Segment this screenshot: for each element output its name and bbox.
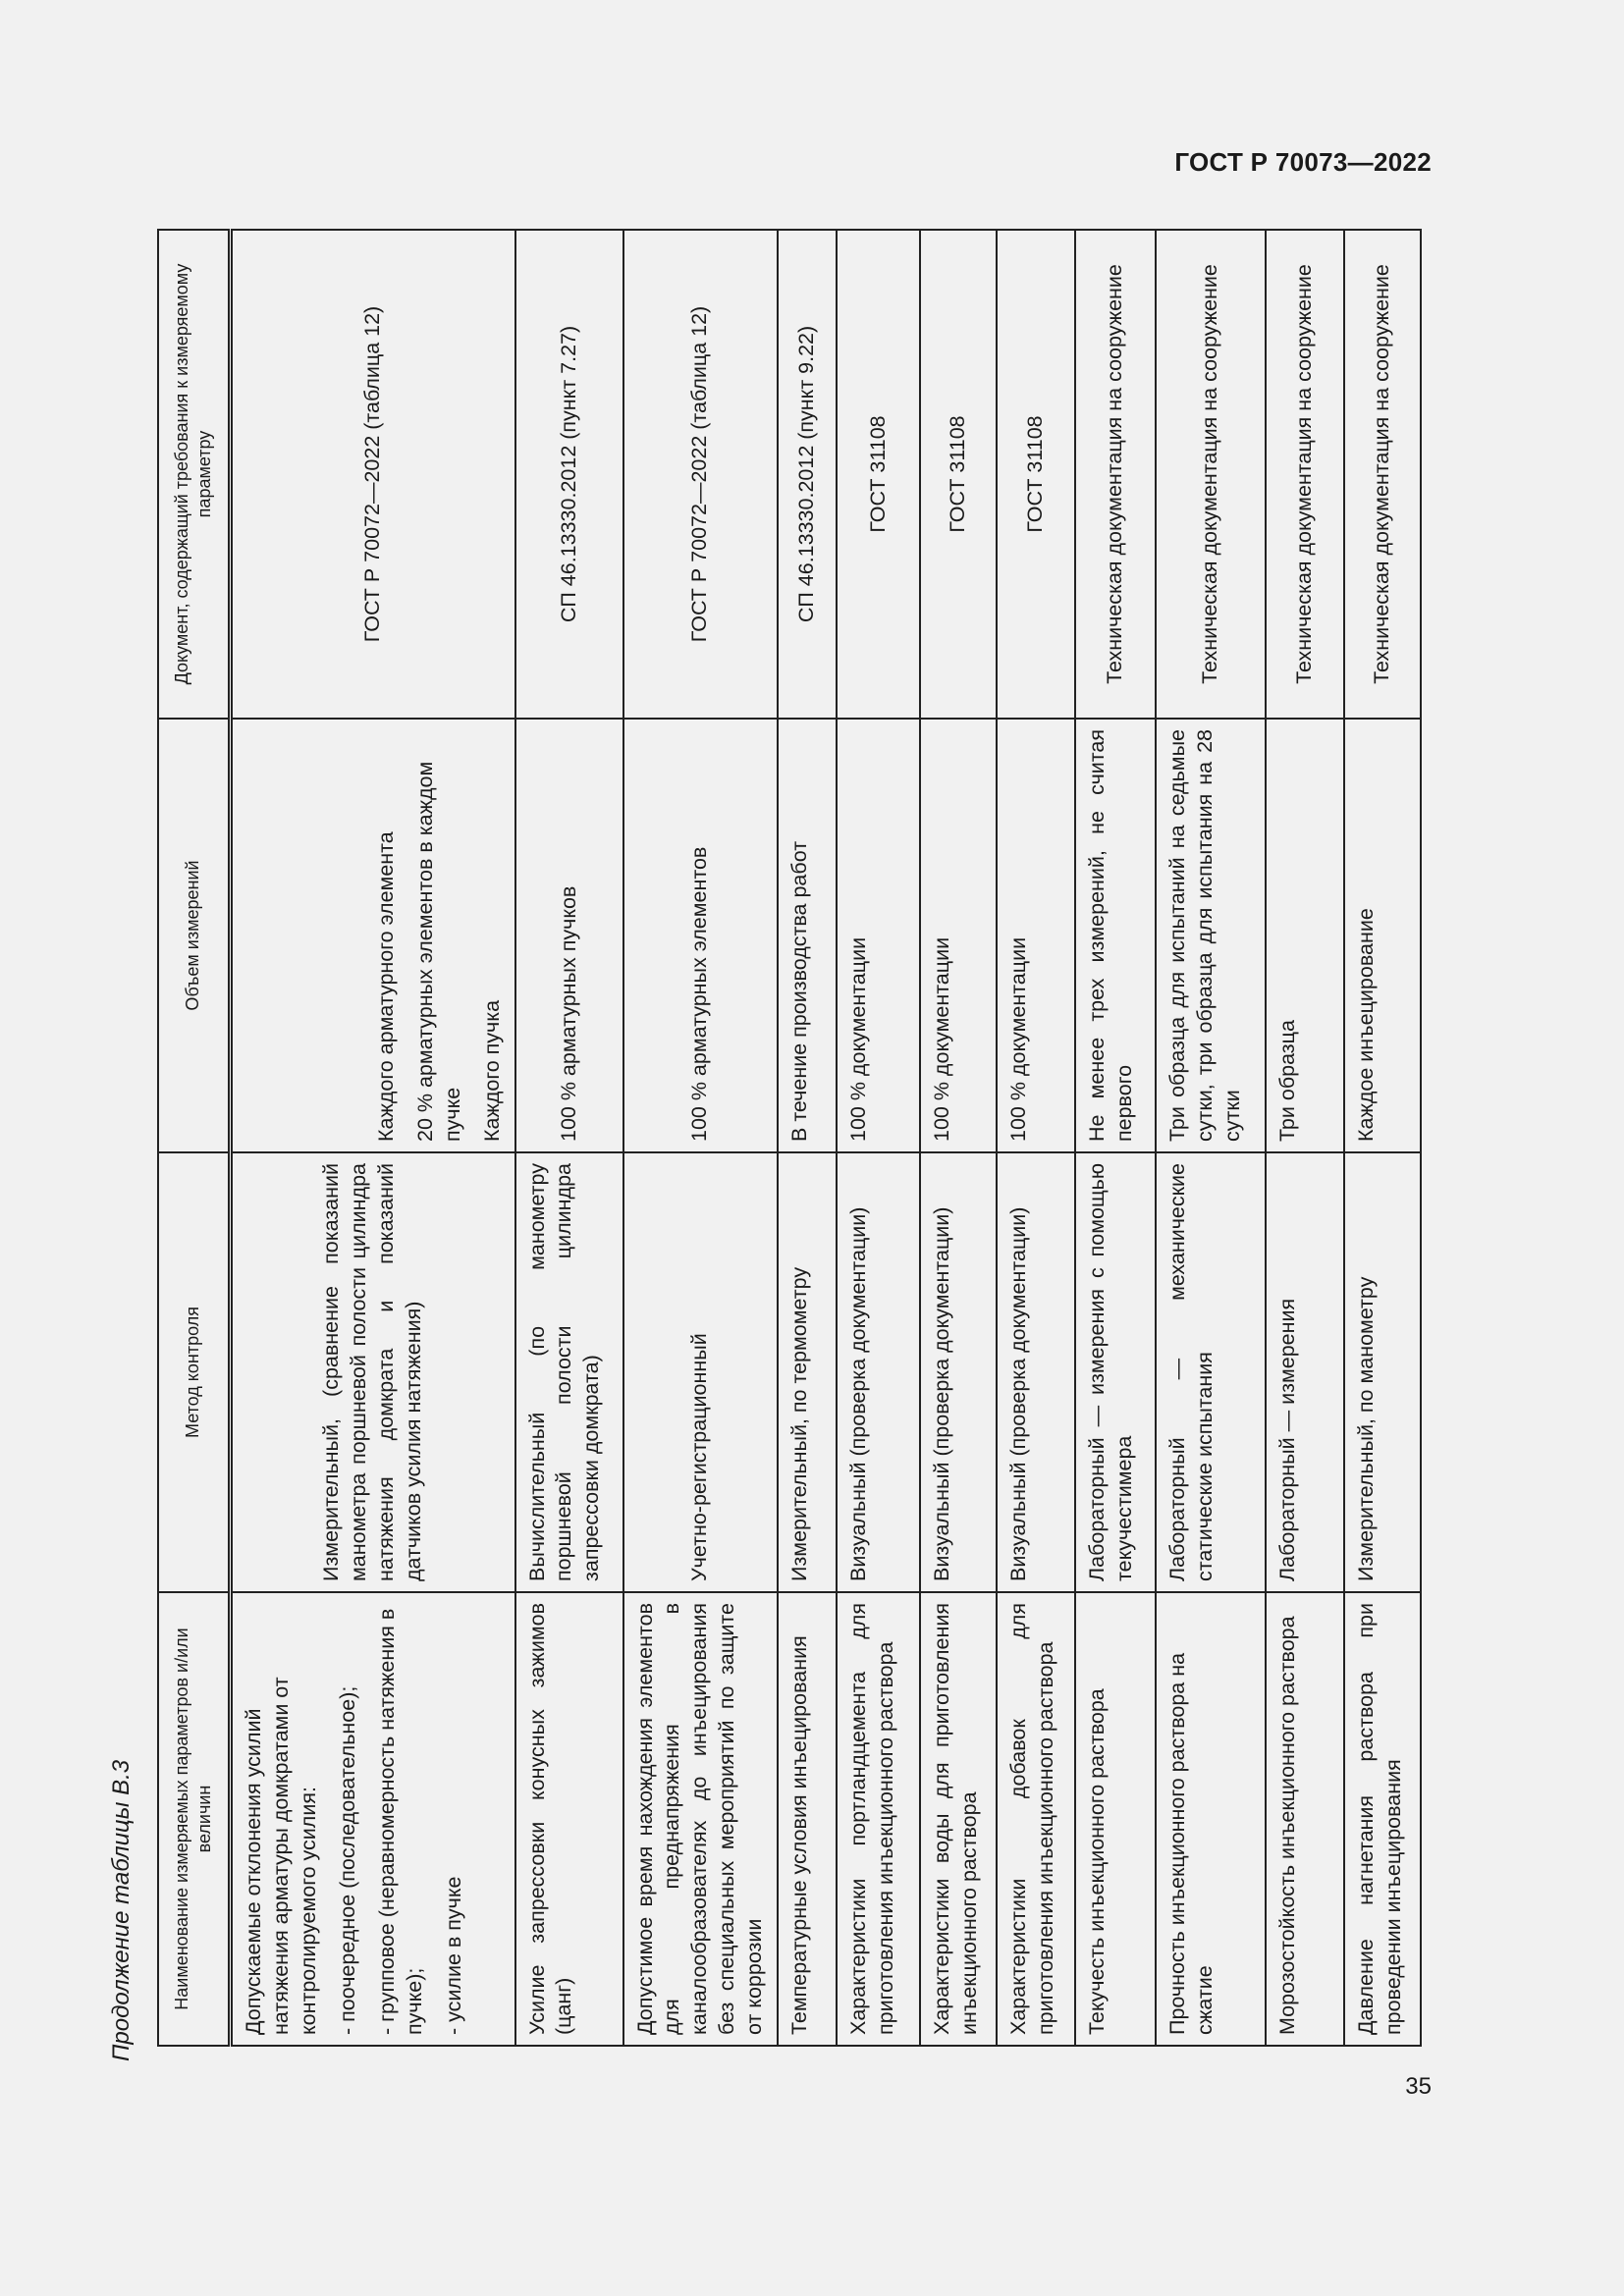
volume-cell: 100 % документации [920,719,997,1152]
table-row [623,230,779,2046]
table-row [1266,230,1344,2046]
parameter-cell: Давление нагнетания раствора при проведении инъецирования [1344,1592,1421,2046]
column-header-volume: Объем измерений [158,719,231,1152]
table-row [997,230,1075,2046]
parameter-cell: Текучесть инъекционного раствора [1075,1592,1156,2046]
volume-cell: Три образца для испытаний на седьмые сутки, три образца для испытания на 28 сутки [1156,719,1266,1152]
method-cell: Лабораторный — измерения с помощью текучестимера [1075,1152,1156,1592]
table-row [1156,230,1266,2046]
parameter-cell: Прочность инъекционного раствора на сжатие [1156,1592,1266,2046]
method-cell: Лабораторный — измерения [1266,1152,1344,1592]
document-cell: ГОСТ 31108 [997,230,1075,719]
table-caption: Продолжение таблицы В.3 [108,1759,135,2061]
page-number: 35 [1405,2073,1432,2100]
parameter-text: Допускаемые отклонения усилий натяжения арматуры домкратами от контролируемого усилия: [242,1677,320,2035]
table-row [231,230,515,2046]
volume-cell: Три образца [1266,719,1344,1152]
volume-cell: В течение производства работ [778,719,837,1152]
method-cell: Визуальный (проверка документации) [920,1152,997,1592]
method-cell: Измерительный, по манометру [1344,1152,1421,1592]
document-cell: Техническая документация на сооружение [1344,230,1421,719]
document-code: ГОСТ Р 70073—2022 [1174,147,1432,177]
rotated-table-container [157,231,1406,2047]
document-cell: Техническая документация на сооружение [1156,230,1266,719]
method-cell [231,1152,515,1592]
parameter-cell [231,1592,515,2046]
method-cell: Учетно-регистрационный [623,1152,779,1592]
volume-cell: Каждое инъецирование [1344,719,1421,1152]
document-cell: ГОСТ Р 70072—2022 (таблица 12) [623,230,779,719]
volume-cell: 100 % арматурных пучков [515,719,623,1152]
document-cell: СП 46.13330.2012 (пункт 7.27) [515,230,623,719]
document-cell: ГОСТ Р 70072—2022 (таблица 12) [231,230,515,719]
method-text: Измерительный, (сравнение показаний манометра поршневой полости цилиндра натяжения домкрата и показаний датчиков усилия натяжения) [318,1163,425,1581]
document-cell: СП 46.13330.2012 (пункт 9.22) [778,230,837,719]
parameter-cell: Характеристики добавок для приготовления инъекционного раствора [997,1592,1075,2046]
control-table [157,229,1422,2047]
parameter-text: - усилие в пучке [441,1876,465,2035]
method-cell: Лабораторный — механические статические испытания [1156,1152,1266,1592]
table-header-row [158,230,231,2046]
method-cell: Визуальный (проверка документации) [837,1152,920,1592]
table-row [778,230,837,2046]
column-header-document: Документ, содержащий требования к измеряемому параметру [158,230,231,719]
parameter-text: - поочередное (последовательное); [335,1685,359,2035]
column-header-parameter: Наименование измеряемых параметров и/или величин [158,1592,231,2046]
volume-cell [231,719,515,1152]
document-cell: Техническая документация на сооружение [1266,230,1344,719]
volume-text: Каждого пучка [479,999,504,1142]
parameter-cell: Усилие запрессовки конусных зажимов (цанг) [515,1592,623,2046]
parameter-cell: Характеристики портландцемента для приготовления инъекционного раствора [837,1592,920,2046]
table-row [920,230,997,2046]
volume-cell: Не менее трех измерений, не считая первого [1075,719,1156,1152]
volume-text: 20 % арматурных элементов в каждом пучке [412,761,464,1142]
volume-cell: 100 % документации [997,719,1075,1152]
parameter-text: - групповое (неравномерность натяжения в пучке); [374,1608,426,2035]
document-cell: ГОСТ 31108 [837,230,920,719]
document-cell: Техническая документация на сооружение [1075,230,1156,719]
parameter-cell: Допустимое время нахождения элементов для преднапряжения в каналообразователях до инъецирования без специальных мероприятий по защите от коррозии [623,1592,779,2046]
volume-cell: 100 % документации [837,719,920,1152]
table-row [837,230,920,2046]
parameter-cell: Температурные условия инъецирования [778,1592,837,2046]
volume-cell: 100 % арматурных элементов [623,719,779,1152]
table-row [515,230,623,2046]
table-row [1075,230,1156,2046]
table-row [1344,230,1421,2046]
column-header-method: Метод контроля [158,1152,231,1592]
method-cell: Измерительный, по термометру [778,1152,837,1592]
method-cell: Визуальный (проверка документации) [997,1152,1075,1592]
method-cell: Вычислительный (по манометру поршневой полости цилиндра запрессовки домкрата) [515,1152,623,1592]
parameter-cell: Характеристики воды для приготовления инъекционного раствора [920,1592,997,2046]
document-cell: ГОСТ 31108 [920,230,997,719]
volume-text: Каждого арматурного элемента [373,831,398,1142]
parameter-cell: Морозостойкость инъекционного раствора [1266,1592,1344,2046]
